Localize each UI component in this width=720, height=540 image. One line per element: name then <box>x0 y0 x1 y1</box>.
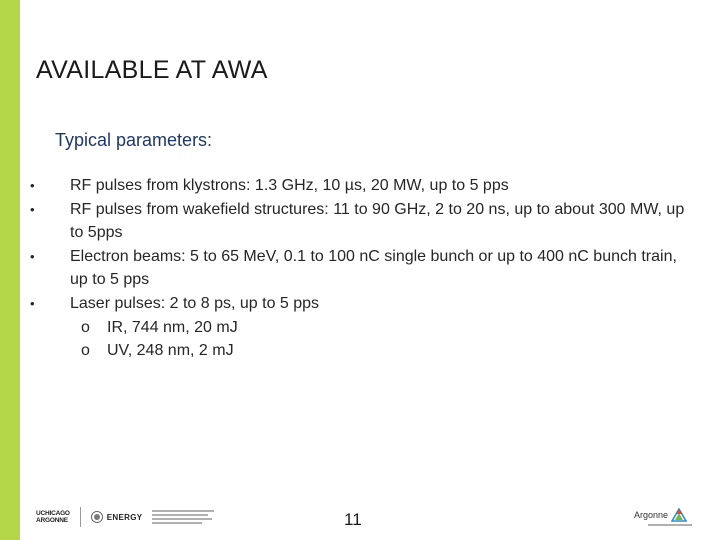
bullet-text: Laser pulses: 2 to 8 ps, up to 5 pps <box>70 294 320 312</box>
bullet-item <box>26 292 696 363</box>
bullet-marker: • <box>30 295 35 311</box>
argonne-wordmark: Argonne <box>634 510 669 520</box>
bullet-marker: • <box>30 201 35 217</box>
uchicago-argonne-logo <box>36 510 70 524</box>
sub-bullet-item <box>70 316 696 340</box>
slide-title: AVAILABLE AT AWA <box>36 56 268 84</box>
sub-bullet-marker: o <box>81 318 90 336</box>
bullet-item <box>26 198 696 245</box>
doe-logo <box>91 511 143 523</box>
footer-fine-print <box>152 510 214 524</box>
bullet-item <box>26 174 696 198</box>
doe-seal-icon <box>91 511 103 523</box>
bullet-text: RF pulses from klystrons: 1.3 GHz, 10 µs, 20 MW, up to 5 pps <box>70 177 509 194</box>
accent-sidebar <box>0 0 20 540</box>
sub-bullet-list <box>70 316 696 363</box>
bullet-list <box>26 174 696 363</box>
sub-bullet-text: IR, 744 nm, 20 mJ <box>107 318 238 336</box>
uchicago-logo-line2: ARGONNE <box>36 517 68 524</box>
bullet-text: RF pulses from wakefield structures: 11 to 90 GHz, 2 to 20 ns, up to about 300 MW, up to 5pps <box>70 200 685 242</box>
bullet-item <box>26 245 696 292</box>
argonne-triangle-icon <box>671 508 687 522</box>
sub-bullet-marker: o <box>81 342 90 360</box>
footer-divider <box>80 507 81 527</box>
slide-subtitle: Typical parameters: <box>55 130 213 150</box>
bullet-text: Electron beams: 5 to 65 MeV, 0.1 to 100 nC single bunch or up to 400 nC bunch train, up to 5 pps <box>70 247 677 289</box>
bullet-marker: • <box>30 178 35 193</box>
page-number: 11 <box>344 510 362 529</box>
uchicago-logo-line1: UCHICAGO <box>36 510 70 517</box>
argonne-logo <box>634 508 692 526</box>
sub-bullet-item <box>70 339 696 363</box>
bullet-marker: • <box>30 248 35 264</box>
footer-logos <box>36 505 214 529</box>
argonne-fine-print <box>648 524 692 526</box>
doe-wordmark: ENERGY <box>106 512 143 522</box>
sub-bullet-text: UV, 248 nm, 2 mJ <box>107 342 234 360</box>
